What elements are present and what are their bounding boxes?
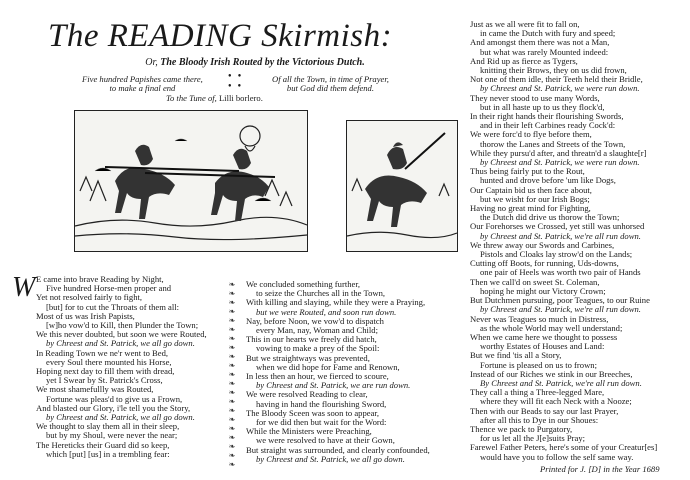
verse-line: But we straightways was prevented, (246, 352, 370, 363)
verse-line: We this never doubted, but soon we were Routed, (36, 329, 207, 340)
epigraph-left (82, 75, 203, 93)
verse-line: By Chreest and St. Patrick, we're all run down. (480, 377, 642, 388)
verse-line: E came into brave Reading by Night, (36, 274, 164, 284)
verse-line: Five hundred Horse-men proper and (46, 283, 172, 294)
verse-line: [w]ho vow'd to Kill, then Plunder the Town; (46, 320, 199, 331)
verse-line: Fortune is pleased on us to frown; (480, 359, 597, 370)
verse-line: for we did then but wait for the Word: (256, 417, 387, 428)
verse-line: by Chreest and St. Patrick, we are run down. (256, 380, 411, 391)
verse-line: We were forc'd to flye before them, (470, 129, 592, 140)
verse-line: for us let all the J[e]suits Pray; (480, 433, 586, 444)
subtitle-prefix: Or, (145, 57, 161, 68)
verse-line: but by my Shoul, were never the near; (46, 430, 178, 441)
verse-line: Nay, before Noon, we vow'd to dispatch (246, 315, 384, 326)
verse-line: where they will fit each Neck with a Nooze; (480, 396, 632, 407)
verse-line: Fortune was pleas'd to give us a Frown, (46, 393, 183, 404)
epigraph-right-line-2: but God did them defend. (286, 83, 375, 93)
ornamental-border-icon: ❧ ❧ ❧ ❧ ❧ ❧ ❧ ❧ ❧ ❧ ❧ ❧ ❧ ❧ ❧ ❧ ❧ ❧ ❧ ❧ ❧ (228, 280, 236, 469)
verse-line: Then with our Beads to say our last Prayer, (470, 405, 619, 416)
verse-column-3 (470, 20, 657, 462)
verse-line: But Dutchmen pursuing, poor Teagues, to our Ruine (470, 295, 650, 306)
jousting-knights-icon (75, 111, 307, 251)
subtitle-main: The Bloody Irish Routed by the Victorious Dutch. (160, 57, 365, 68)
verse-line: Hoping next day to fill them with dread, (36, 366, 175, 377)
verse-line: But straight was surrounded, and clearly confounded, (246, 444, 430, 455)
verse-line: having in hand the flourishing Sword, (256, 398, 387, 409)
verse-line: which [put] [us] in a trembling fear: (46, 448, 170, 459)
verse-line: In Reading Town we ne'r went to Bed, (36, 347, 169, 358)
ballad-title: The READING Skirmish: (48, 18, 393, 54)
verse-line: Just as we all were fit to fall on, (470, 19, 580, 29)
verse-line: The Bloody Sceen was soon to appear, (246, 407, 380, 418)
verse-line: Not one of them idle, their Teeth held their Bridle, (470, 74, 643, 85)
verse-line: Most of us was Irish Papists, (36, 310, 135, 321)
verse-line: by Chreest and St. Patrick, we're all run down. (480, 304, 641, 315)
verse-line: the Dutch did drive us thorow the Town; (480, 212, 620, 223)
verse-line: hunted and drove before 'um like Dogs, (480, 175, 616, 186)
verse-line: but we were Routed, and soon run down. (256, 306, 397, 317)
verse-line: as the whole World may well understand; (480, 322, 623, 333)
verse-line: to seize the Churches all in the Town, (256, 288, 386, 299)
drop-cap: W (12, 272, 36, 303)
verse-line: yet I Swear by St. Patrick's Cross, (46, 375, 163, 386)
verse-line: after all this to Dye in our Shoues: (480, 414, 599, 425)
verse-line: every Man, nay, Woman and Child; (256, 325, 378, 336)
verse-line: would have you to follow the self same way. (480, 451, 634, 462)
verse-line: and in their left Carbines ready Cock'd: (480, 120, 616, 131)
mounted-knight-icon (347, 121, 457, 251)
epigraph-right-line-1: Of all the Town, in time of Prayer, (272, 74, 389, 84)
ballad-subtitle (60, 57, 450, 68)
verse-line: We concluded something further, (246, 279, 360, 289)
verse-line: by Chreest and St. Patrick, we all go down. (46, 338, 195, 349)
fleuron-ornament-icon: ⸬ (228, 73, 242, 90)
verse-line: With killing and slaying, while they were a Praying, (246, 297, 426, 308)
verse-line: We thought to slay them all in their sleep, (36, 421, 180, 432)
verse-line: Farewel Father Peters, here's some of your Creatur[es] (470, 442, 658, 453)
verse-line: Never was Teagues so much in Distress, (470, 313, 609, 324)
verse-line: by Chreest and St. Patrick, we all go down. (256, 453, 405, 464)
epigraph-right (272, 75, 389, 93)
verse-line: knitting their Brows, they on us did frown, (480, 65, 627, 76)
verse-column-1 (36, 275, 207, 459)
verse-line: Our Forehorses we Crossed, yet still was unhorsed (470, 221, 645, 232)
verse-line: Instead of our Riches we stink in our Breeches, (470, 368, 633, 379)
verse-line: Thence we pack to Purgatory, (470, 423, 573, 434)
verse-line: vowing to make a prey of the Spoil: (256, 343, 380, 354)
verse-line: We were resolved Reading to clear, (246, 389, 368, 400)
epigraph-left-line-2: to make a final end (109, 83, 176, 93)
verse-line: In their right hands their flourishing Swords, (470, 111, 624, 122)
verse-line: but in all haste up to us they flock'd, (480, 101, 605, 112)
verse-line: In less then an hour, we fierced to scoure, (246, 371, 389, 382)
verse-line: Pistols and Cloaks lay strow'd on the Lands; (480, 249, 633, 260)
verse-line: Having no great mind for Fighting, (470, 203, 591, 214)
verse-line: every Soul there mounted his Horse, (46, 356, 172, 367)
verse-line: And Rid up as fierce as Tygers, (470, 55, 578, 66)
woodcut-jousting-knights (74, 110, 308, 252)
verse-line: Thus being fairly put to the Rout, (470, 166, 585, 177)
verse-line: The Hereticks their Guard did so keep, (36, 439, 170, 450)
verse-line: we were resolved to have at their Gown, (256, 435, 395, 446)
tune-line (166, 93, 263, 103)
verse-line: Yet not resolved fairly to fight, (36, 292, 143, 303)
verse-line: by Chreest and St. Patrick, we all go down. (46, 412, 195, 423)
verse-column-2 (246, 280, 430, 464)
verse-line: Our Captain bid us then face about, (470, 184, 592, 195)
verse-line: one pair of Heels was worth two pair of Hands (480, 267, 641, 278)
epigraph-left-line-1: Five hundred Papishes came there, (82, 74, 203, 84)
verse-line: They never stood to use many Words, (470, 92, 600, 103)
verse-line: While the Ministers were Preaching, (246, 426, 372, 437)
verse-line: And amongst them there was not a Man, (470, 37, 610, 48)
verse-line: When we came here we thought to possess (470, 331, 618, 342)
verse-line: Cutting off Boots, for running, Uds-downs, (470, 258, 619, 269)
printer-imprint: Printed for J. [D] in the Year 1689 (540, 464, 660, 474)
verse-line: in came the Dutch with fury and speed; (480, 28, 616, 39)
tune-prefix: To the Tune of, (166, 93, 217, 103)
verse-line: by Chreest and St. Patrick, we were run down. (480, 157, 640, 168)
tune-name: Lilli borlero. (218, 93, 263, 103)
verse-line: They call a thing a Three-legged Mare, (470, 387, 605, 398)
verse-line: While they pursu'd after, and threatn'd a slaughte[r] (470, 147, 647, 158)
verse-line: Then we call'd on sweet St. Coleman, (470, 276, 600, 287)
verse-line: And blasted our Glory, i'le tell you the Story, (36, 402, 191, 413)
verse-line: but what was rarely Mounted indeed: (480, 46, 609, 57)
verse-line: worthy Estates of Houses and Land: (480, 341, 605, 352)
verse-line: by Chreest and St. Patrick, we're all run down. (480, 230, 641, 241)
woodcut-mounted-knight (346, 120, 458, 252)
verse-line: [but] for to cut the Throats of them all: (46, 301, 180, 312)
verse-line: We most shamefullly was Routed, (36, 384, 154, 395)
verse-line: thorow the Lanes and Streets of the Town, (480, 138, 626, 149)
verse-line: by Chreest and St. Patrick, we were run down. (480, 83, 640, 94)
verse-line: This in our hearts we freely did hatch, (246, 334, 377, 345)
verse-line: but we wisht for our Irish Bogs; (480, 193, 590, 204)
verse-line: hoping he might our Victory Crown; (480, 285, 606, 296)
verse-line: We threw away our Swords and Carbines, (470, 239, 615, 250)
verse-line: when we did hope for Fame and Renown, (256, 361, 400, 372)
verse-line: But we find 'tis all a Story, (470, 350, 562, 361)
